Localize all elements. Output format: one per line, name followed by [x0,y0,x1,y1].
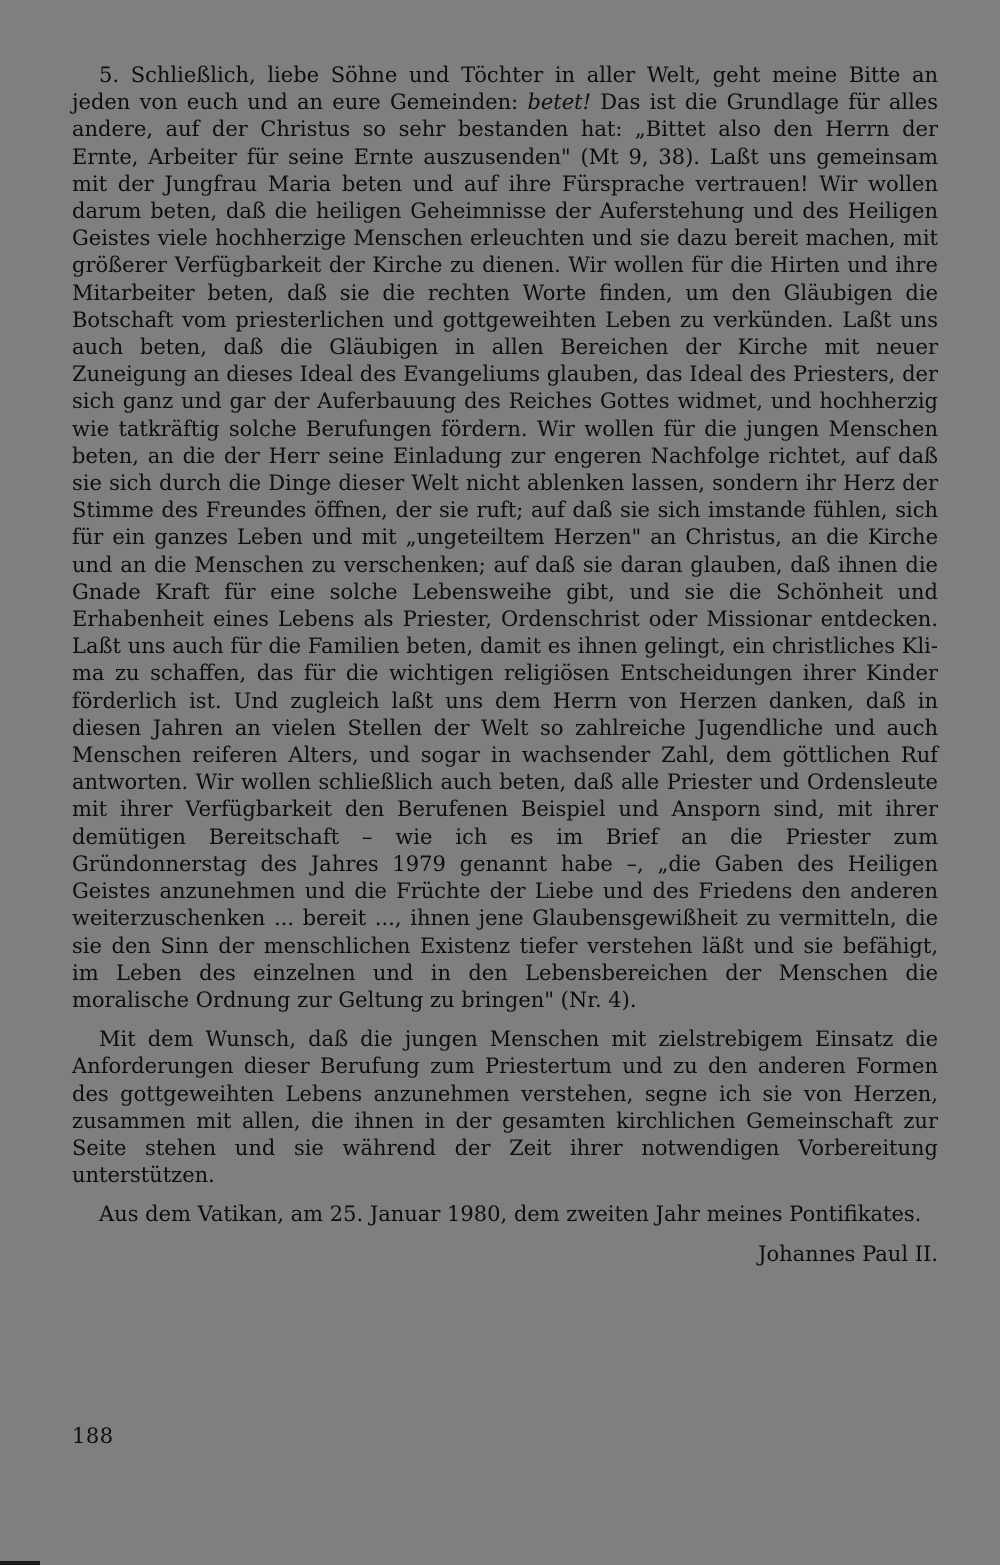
paragraph-gap [72,1014,938,1026]
page-number: 188 [72,1424,114,1448]
document-page [72,62,938,1268]
paragraph-gap [72,1189,938,1201]
paragraph-prayer-start: 5. Schließlich, liebe Söhne und Töchter in aller Welt, geht meine Bitte an jeden von euch und an eure Gemeinden: [72,63,938,115]
scan-edge-mark [0,1561,40,1565]
signature: Johannes Paul II. [758,1241,938,1266]
paragraph-prayer-rest: Das ist die Grundlage für alles andere, auf der Christus so sehr bestanden hat: „Bittet also den Herrn der Ernte, Arbeiter für seine Ernte auszusenden" (Mt 9, 38). Laßt uns gemeinsam mit der Jungfrau Maria beten und auf ihre Fürsprache vertrauen! Wir wollen darum beten, daß die heiligen Geheimnisse der Auferstehung und des Heiligen Geistes viele hochherzige Menschen erleuchten und sie dazu bereit machen, mit größerer Verfügbarkeit der Kirche zu dienen. Wir wollen für die Hirten und ihre Mitarbeiter beten, daß sie die rechten Worte finden, um den Gläubigen die Botschaft vom priesterlichen und gottgeweihten Leben zu verkünden. Laßt uns auch beten, daß die Gläubigen in allen Bereichen der Kirche mit neuer Zuneigung an dieses Ideal des Evangeliums glauben, das Ideal des Priesters, der sich ganz und gar der Auferbauung des Reiches Gottes widmet, und hochherzig wie tatkräftig solche Berufungen fördern. Wir wollen für die jungen Menschen beten, an die der Herr seine Einladung zur engeren Nachfolge richtet, auf daß sie sich durch die Dinge dieser Welt nicht ablenken lassen, sondern ihr Herz der Stimme des Freundes öffnen, der sie ruft; auf daß sie sich imstande fühlen, sich für ein ganzes Leben und mit „ungeteiltem Herzen" an Christus, an die Kirche und an die Menschen zu verschenken; auf daß sie daran glauben, daß ihnen die Gnade Kraft für eine solche Lebensweihe gibt, und sie die Schönheit und Erhabenheit eines Lebens als Priester, Ordenschrist oder Missionar entdecken. Laßt uns auch für die Familien beten, damit es ihnen gelingt, ein christliches Klima zu schaffen, das für die wichtigen religiösen Entscheidungen ihrer Kinder förderlich ist. Und zugleich laßt uns dem Herrn von Herzen danken, daß in diesen Jahren an vielen Stellen der Welt so zahlreiche Jugendliche und auch Menschen reiferen Alters, und sogar in wachsender Zahl, dem göttlichen Ruf antworten. Wir wollen schließlich auch beten, daß alle Priester und Ordensleute mit ihrer Verfügbarkeit den Berufenen Beispiel und Ansporn sind, mit ihrer demütigen Bereitschaft – wie ich es im Brief an die Priester zum Gründonnerstag des Jahres 1979 genannt habe –, „die Gaben des Heiligen Geistes anzunehmen und die Früchte der Liebe und des Friedens den anderen weiterzuschenken ... bereit ..., ihnen jene Glaubensgewißheit zu vermitteln, die sie den Sinn der menschlichen Existenz tiefer verstehen läßt und sie befähigt, im Leben des einzelnen und in den Lebensbereichen der Menschen die moralische Ordnung zur Geltung zu bringen" (Nr. 4). [72,90,938,1012]
paragraph-prayer [72,62,938,1014]
paragraph-blessing: Mit dem Wunsch, daß die jungen Menschen mit zielstrebigem Einsatz die Anforderungen dieser Berufung zum Priestertum und zu den anderen Formen des gottgeweihten Lebens anzunehmen verstehen, segne ich sie von Herzen, zusammen mit allen, die ihnen in der gesamten kirchlichen Gemeinschaft zur Seite stehen und sie während der Zeit ihrer notwendigen Vorbereitung unterstützen. [72,1027,938,1188]
paragraph-dateline: Aus dem Vatikan, am 25. Januar 1980, dem zweiten Jahr meines Pontifikates. [99,1202,922,1227]
emphasis-betet: betet! [527,90,592,115]
